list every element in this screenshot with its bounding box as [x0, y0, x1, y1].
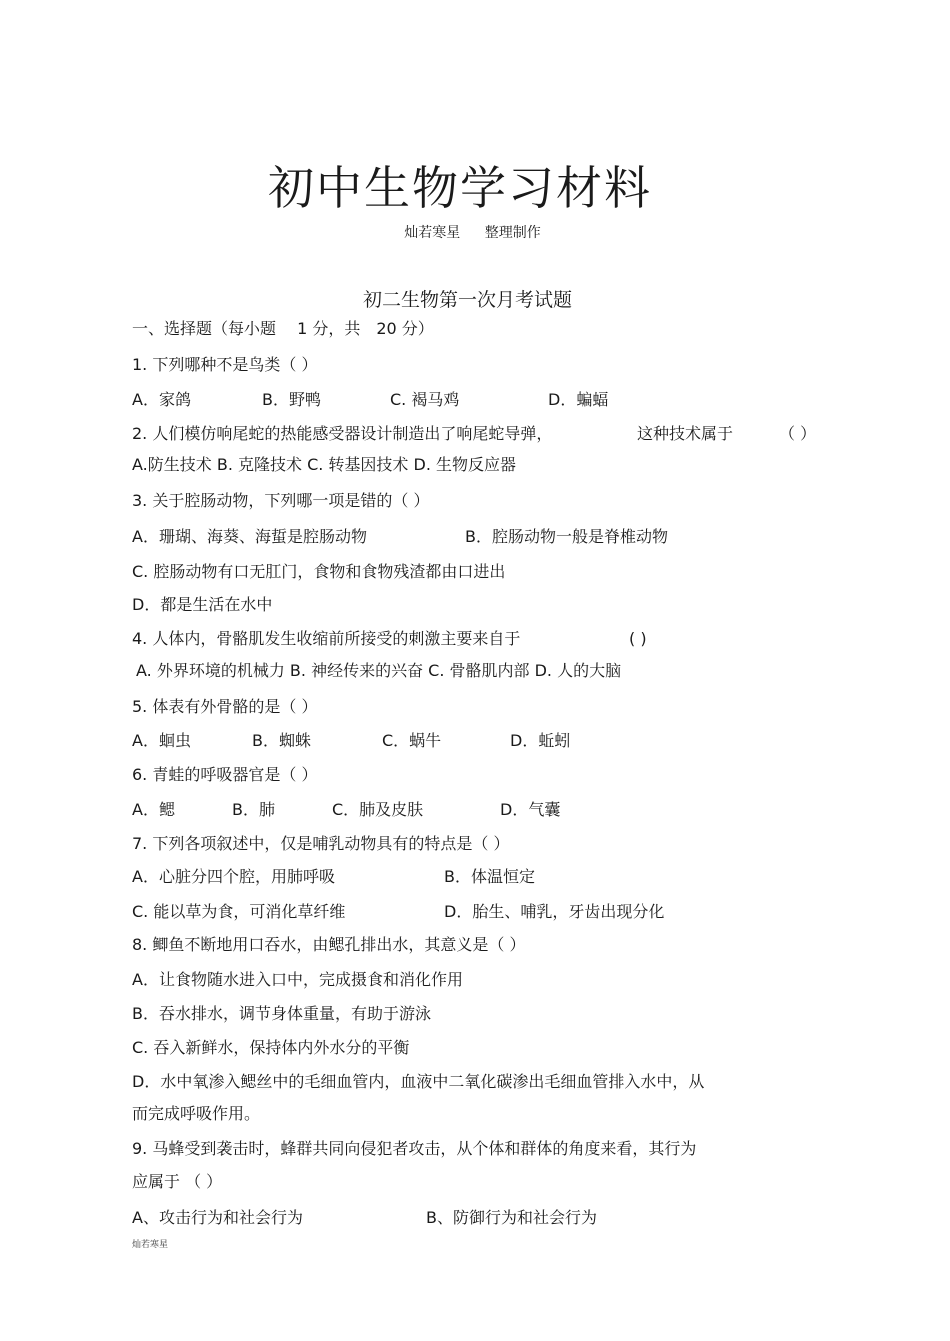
question-text: 这种技术属于 [637, 424, 734, 443]
question-text: D．胎生、哺乳，牙齿出现分化 [444, 902, 665, 921]
question-text: A. 外界环境的机械力 B. 神经传来的兴奋 C. 骨骼肌内部 D. 人的大脑 [136, 661, 622, 680]
question-text: C．蜗牛 [382, 731, 442, 750]
question-text: 8. 鲫鱼不断地用口吞水，由鳃孔排出水，其意义是（ ） [132, 935, 526, 954]
exam-title: 初二生物第一次月考试题 [362, 289, 572, 311]
section-heading: 一、选择题（每小题 1 分，共 20 分） [132, 319, 434, 338]
question-text: B．野鸭 [262, 390, 321, 409]
question-text: C. 能以草为食，可消化草纤维 [132, 902, 346, 921]
question-text: D．蚯蚓 [510, 731, 571, 750]
page-footer: 灿若寒星 [132, 1240, 169, 1250]
question-text: 2. 人们模仿响尾蛇的热能感受器设计制造出了响尾蛇导弹， [132, 424, 553, 443]
document-title: 初中生物学习材料 [268, 161, 652, 215]
question-text: C. 腔肠动物有口无肛门，食物和食物残渣都由口进出 [132, 562, 506, 581]
question-text: B．腔肠动物一般是脊椎动物 [465, 527, 668, 546]
author-name: 灿若寒星 [404, 225, 461, 241]
document-subtitle [0, 222, 945, 242]
question-text: 1. 下列哪种不是鸟类（ ） [132, 355, 318, 374]
question-text: A.防生技术 B. 克隆技术 C. 转基因技术 D. 生物反应器 [132, 455, 516, 474]
question-text: 而完成呼吸作用。 [132, 1104, 261, 1123]
question-text: D．水中氧渗入鳃丝中的毛细血管内，血液中二氧化碳渗出毛细血管排入水中，从 [132, 1072, 705, 1091]
question-text: D．蝙蝠 [548, 390, 609, 409]
question-text: 5. 体表有外骨骼的是（ ） [132, 697, 318, 716]
question-text: 7. 下列各项叙述中，仅是哺乳动物具有的特点是（ ） [132, 834, 510, 853]
question-text: D．都是生活在水中 [132, 595, 273, 614]
question-text: A．家鸽 [132, 390, 191, 409]
question-text: A．珊瑚、海葵、海蜇是腔肠动物 [132, 527, 367, 546]
question-text: 4. 人体内，骨骼肌发生收缩前所接受的刺激主要来自于 [132, 629, 521, 648]
question-text: C．肺及皮肤 [332, 800, 424, 819]
question-text: B、防御行为和社会行为 [426, 1208, 597, 1227]
question-text: A．心脏分四个腔，用肺呼吸 [132, 867, 335, 886]
question-text: C. 吞入新鲜水，保持体内外水分的平衡 [132, 1038, 410, 1057]
question-text: ( ) [629, 629, 647, 648]
question-text: （ ） [779, 424, 817, 443]
question-text: 应属于 （ ） [132, 1172, 223, 1191]
question-text: A、攻击行为和社会行为 [132, 1208, 303, 1227]
question-text: A．让食物随水进入口中，完成摄食和消化作用 [132, 970, 463, 989]
question-text: B．吞水排水，调节身体重量，有助于游泳 [132, 1004, 431, 1023]
question-text: D．气囊 [500, 800, 561, 819]
question-text: B．体温恒定 [444, 867, 535, 886]
question-text: B．肺 [232, 800, 275, 819]
question-text: 3. 关于腔肠动物，下列哪一项是错的（ ） [132, 491, 430, 510]
question-text: B．蜘蛛 [252, 731, 311, 750]
question-text: 6. 青蛙的呼吸器官是（ ） [132, 765, 318, 784]
question-text: A．蛔虫 [132, 731, 191, 750]
question-text: 9. 马蜂受到袭击时，蜂群共同向侵犯者攻击，从个体和群体的角度来看，其行为 [132, 1139, 697, 1158]
question-text: A．鳃 [132, 800, 175, 819]
question-text: C. 褐马鸡 [390, 390, 460, 409]
credit-text: 整理制作 [484, 225, 541, 241]
